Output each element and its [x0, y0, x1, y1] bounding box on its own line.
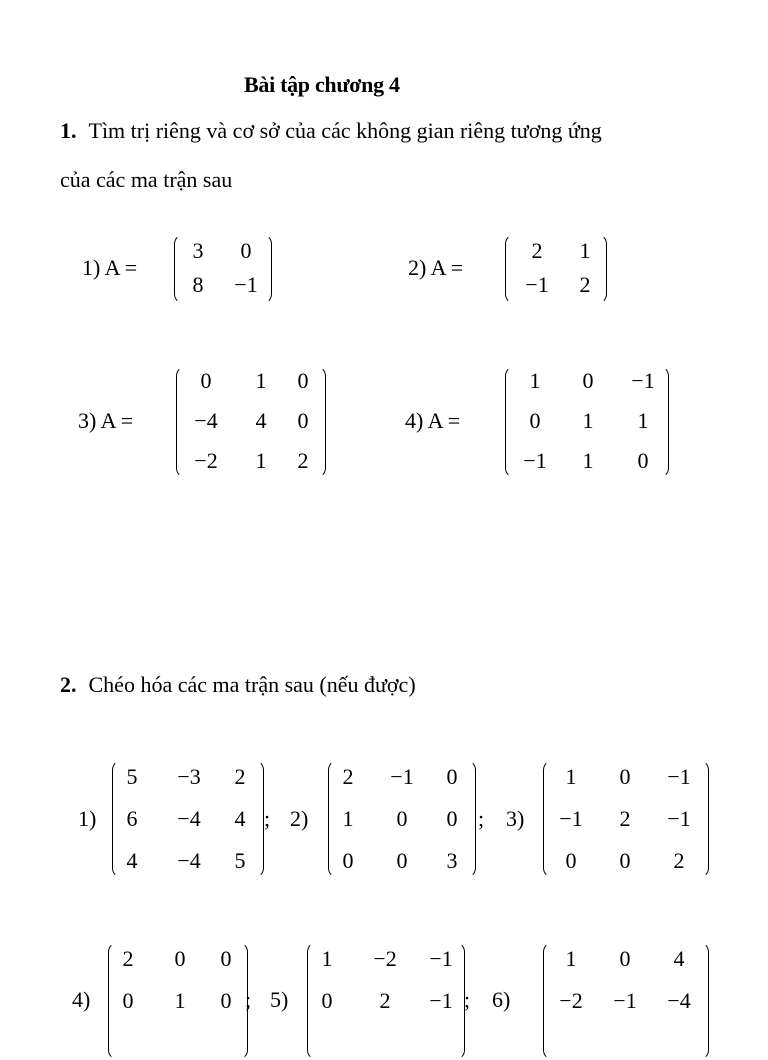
separator: ;	[464, 987, 471, 1012]
matrix-cell: −1	[234, 272, 258, 297]
matrix-cell: −2	[373, 946, 397, 971]
matrix-cell: −1	[390, 764, 414, 789]
matrix-cell: 3	[446, 848, 458, 873]
q1-matrix-3	[176, 366, 326, 478]
matrix-cell: 1	[582, 448, 594, 473]
q2-item-2-label: 2)	[290, 806, 309, 831]
matrix-cell: 1	[321, 946, 333, 971]
matrix-cell: 1	[565, 946, 577, 971]
q2-matrix-3	[543, 760, 709, 878]
matrix-cell: 2	[579, 272, 591, 297]
matrix-cell: 6	[126, 806, 138, 831]
q1-matrix-4	[505, 366, 669, 478]
left-paren	[176, 366, 186, 478]
question-2-text: Chéo hóa các ma trận sau (nếu được)	[88, 672, 416, 697]
q2-item-4-label: 4)	[72, 987, 91, 1012]
matrix-cell: −1	[631, 368, 655, 393]
matrix-cell: −1	[523, 448, 547, 473]
matrix-cell: 0	[446, 806, 458, 831]
question-1-line-1	[60, 118, 602, 144]
question-2-number: 2.	[60, 672, 77, 697]
matrix-cell: 0	[240, 238, 252, 263]
matrix-cell: 5	[234, 848, 246, 873]
matrix-cell: −4	[667, 988, 691, 1013]
q1-matrix-1	[174, 234, 272, 304]
matrix-cell: 1	[529, 368, 541, 393]
left-paren	[505, 366, 515, 478]
matrix-cell: 0	[220, 988, 232, 1013]
matrix-cell: −1	[667, 764, 691, 789]
q1-item-2-label: 2) A =	[408, 255, 464, 280]
right-paren	[699, 942, 709, 1060]
matrix-cell: −1	[429, 988, 453, 1013]
q1-matrix-2	[505, 234, 607, 304]
matrix-cell: 0	[396, 806, 408, 831]
matrix-cell: 8	[192, 272, 204, 297]
matrix-cell: −1	[613, 988, 637, 1013]
q2-matrix-5	[307, 942, 465, 1060]
matrix-cell: −1	[525, 272, 549, 297]
matrix-cell: 0	[446, 764, 458, 789]
q1-item-1-label: 1) A =	[82, 255, 138, 280]
q2-item-6-label: 6)	[492, 987, 511, 1012]
question-2-line	[60, 672, 416, 698]
matrix-cell: 0	[637, 448, 649, 473]
matrix-cell: 0	[297, 368, 309, 393]
matrix-cell: 1	[342, 806, 354, 831]
matrix-cell: −3	[177, 764, 201, 789]
q2-item-1-label: 1)	[78, 806, 97, 831]
matrix-cell: −2	[194, 448, 218, 473]
matrix-cell: 0	[174, 946, 186, 971]
matrix-cell: 2	[619, 806, 631, 831]
matrix-cell: 4	[234, 806, 246, 831]
matrix-cell: 4	[255, 408, 267, 433]
matrix-cell: 0	[582, 368, 594, 393]
matrix-cell: 2	[342, 764, 354, 789]
matrix-cell: −4	[194, 408, 218, 433]
matrix-cell: 0	[220, 946, 232, 971]
matrix-cell: 2	[673, 848, 685, 873]
matrix-cell: 0	[565, 848, 577, 873]
matrix-cell: 1	[565, 764, 577, 789]
q1-item-3-label: 3) A =	[78, 408, 134, 433]
separator: ;	[264, 806, 271, 831]
matrix-cell: 2	[379, 988, 391, 1013]
matrix-cell: −1	[667, 806, 691, 831]
matrix-cell: 1	[174, 988, 186, 1013]
matrix-cell: −2	[559, 988, 583, 1013]
question-1-number: 1.	[60, 118, 77, 143]
matrix-cell: 0	[321, 988, 333, 1013]
matrix-cell: 1	[637, 408, 649, 433]
matrix-cell: 0	[619, 764, 631, 789]
matrix-cell: 1	[255, 368, 267, 393]
q2-item-3-label: 3)	[506, 806, 525, 831]
matrix-cell: 2	[122, 946, 134, 971]
left-paren	[505, 234, 515, 304]
question-1-text: Tìm trị riêng và cơ sở của các không gian riêng tương ứng	[88, 118, 602, 143]
q2-matrix-4	[108, 942, 248, 1060]
q2-matrix-2	[328, 760, 476, 878]
matrix-cell: 0	[396, 848, 408, 873]
matrix-cell: 5	[126, 764, 138, 789]
matrix-cell: 2	[234, 764, 246, 789]
question-1-line-2: của các ma trận sau	[60, 167, 233, 192]
q2-matrix-6	[543, 942, 709, 1060]
page-title: Bài tập chương 4	[244, 72, 400, 97]
matrix-cell: 4	[673, 946, 685, 971]
separator: ;	[245, 987, 252, 1012]
matrix-cell: 1	[579, 238, 591, 263]
q2-item-5-label: 5)	[270, 987, 289, 1012]
separator: ;	[478, 806, 485, 831]
right-paren	[699, 760, 709, 878]
matrix-cell: 1	[582, 408, 594, 433]
matrix-cell: 3	[192, 238, 204, 263]
matrix-cell: 0	[297, 408, 309, 433]
matrix-cell: −4	[177, 848, 201, 873]
q1-item-4-label: 4) A =	[405, 408, 461, 433]
matrix-cell: 0	[342, 848, 354, 873]
matrix-cell: 0	[619, 946, 631, 971]
q2-matrix-1	[112, 760, 264, 878]
matrix-cell: 0	[529, 408, 541, 433]
matrix-cell: −4	[177, 806, 201, 831]
matrix-cell: 0	[122, 988, 134, 1013]
matrix-cell: 0	[619, 848, 631, 873]
matrix-cell: −1	[429, 946, 453, 971]
matrix-cell: 4	[126, 848, 138, 873]
matrix-cell: −1	[559, 806, 583, 831]
matrix-cell: 2	[531, 238, 543, 263]
matrix-cell: 1	[255, 448, 267, 473]
matrix-cell: 0	[200, 368, 212, 393]
matrix-cell: 2	[297, 448, 309, 473]
